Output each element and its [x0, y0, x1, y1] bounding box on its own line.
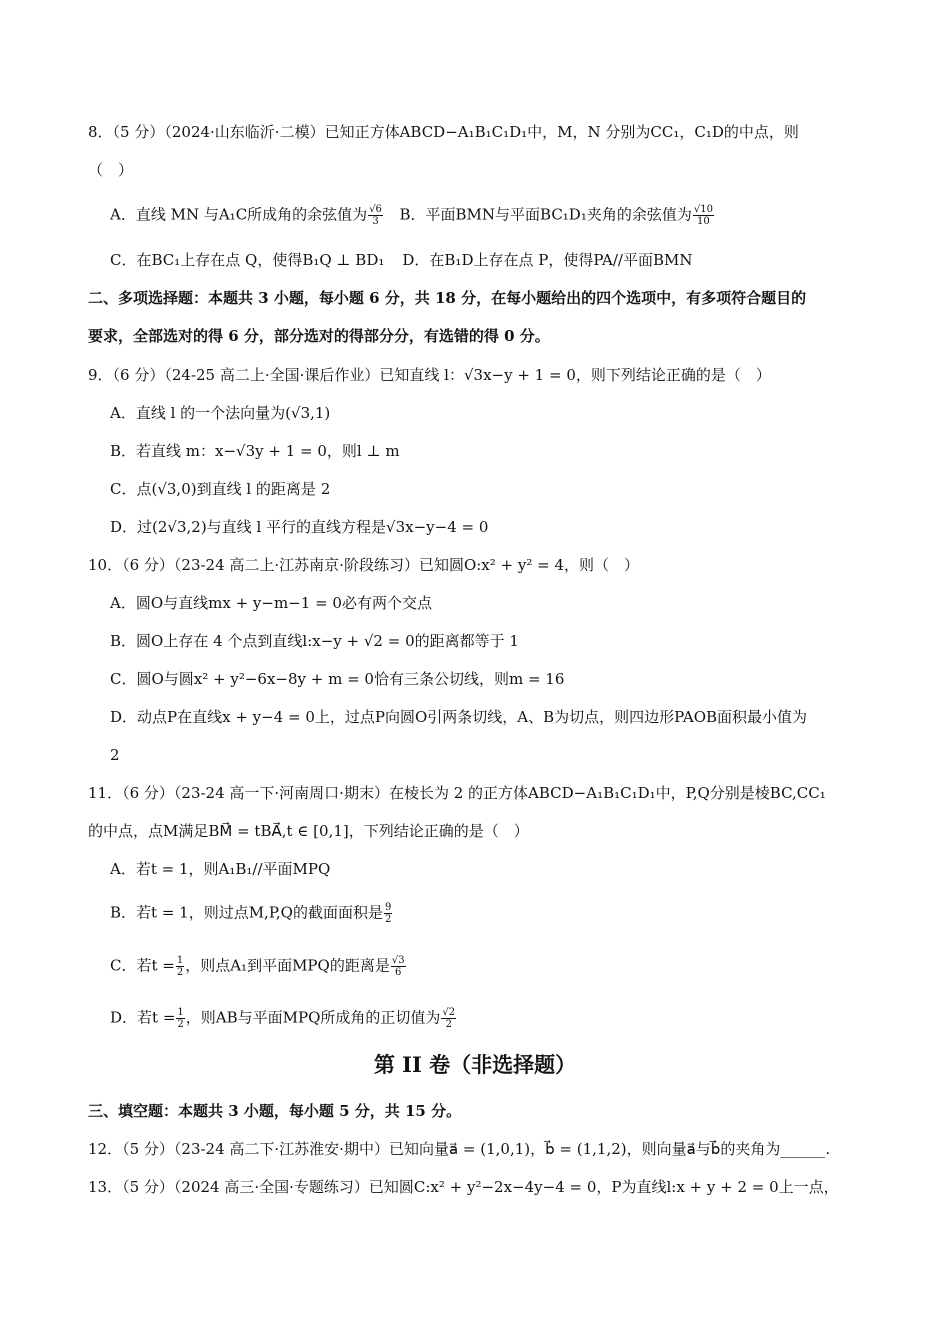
fraction: $\frac{√10}{10}$ [693, 204, 713, 227]
q12-stem: 12．（5 分）（23-24 高二下·江苏淮安·期中）已知向量a⃗ = (1,0,1)，b⃗ = (1,1,2)，则向量a⃗与b⃗的夹角为______. [88, 1140, 831, 1158]
q8-option-ab [110, 204, 715, 227]
q11-stem-cont: 的中点，点M满足BM⃗ = tBA⃗,t ∈ [0,1]，下列结论正确的是（ ） [88, 822, 529, 840]
fraction: $\frac{√6}{3}$ [369, 204, 382, 227]
fraction: $\frac{1}{2}$ [177, 1007, 184, 1030]
q8-option-c: C．在BC₁上存在点 Q，使得B₁Q ⊥ BD₁ [110, 251, 385, 269]
q10-option-a: A．圆O与直线mx + y−m−1 = 0必有两个交点 [110, 594, 432, 612]
fraction: $\frac{1}{2}$ [176, 955, 184, 978]
q11-option-d: D．若t = $\frac{1}{2}$ ，则AB与平面MPQ所成角的正切值为 $\frac{√2}{2}$ [110, 1007, 456, 1030]
q10-option-d: D．动点P在直线x + y−4 = 0上，过点P向圆O引两条切线，A、B为切点，则四边形PAOB面积最小值为 [110, 708, 808, 726]
q8-option-b: B．平面BMN与平面BC₁D₁夹角的余弦值为 [399, 205, 692, 224]
q11-option-a: A．若t = 1，则A₁B₁//平面MPQ [110, 860, 331, 878]
q10-stem: 10．（6 分）（23-24 高二上·江苏南京·阶段练习）已知圆O:x² + y² = 4，则（ ） [88, 556, 640, 574]
q8-stem: 8．（5 分）（2024·山东临沂·二模）已知正方体ABCD−A₁B₁C₁D₁中，M，N 分别为CC₁，C₁D的中点，则 [88, 123, 799, 141]
q9-stem: 9．（6 分）（24-25 高二上·全国·课后作业）已知直线 l：√3x−y + 1 = 0，则下列结论正确的是（ ） [88, 366, 771, 384]
q10-option-c: C．圆O与圆x² + y²−6x−8y + m = 0恰有三条公切线，则m = 16 [110, 670, 565, 688]
fraction: $\frac{√3}{6}$ [391, 955, 405, 978]
q10-option-d-cont: 2 [110, 746, 120, 764]
q11-stem: 11．（6 分）（23-24 高一下·河南周口·期末）在棱长为 2 的正方体ABCD−A₁B₁C₁D₁中，P,Q分别是棱BC,CC₁ [88, 784, 826, 802]
q8-stem-paren: （ ） [88, 161, 134, 179]
fraction: $\frac{9}{2}$ [384, 902, 392, 925]
section2-heading-cont: 要求，全部选对的得 6 分，部分选对的得部分分，有选错的得 0 分。 [88, 327, 550, 345]
q9-option-a: A．直线 l 的一个法向量为(√3,1) [110, 404, 331, 422]
q11-option-b: B．若t = 1，则过点M,P,Q的截面面积是 $\frac{9}{2}$ [110, 902, 392, 925]
section2-heading: 二、多项选择题：本题共 3 小题，每小题 6 分，共 18 分，在每小题给出的四个选项中，有多项符合题目的 [88, 289, 807, 307]
q9-option-d: D．过(2√3,2)与直线 l 平行的直线方程是√3x−y−4 = 0 [110, 518, 489, 536]
q11-option-c: C．若t = $\frac{1}{2}$ ，则点A₁到平面MPQ的距离是 $\frac{√3}{6}$ [110, 955, 405, 978]
q9-option-c: C．点(√3,0)到直线 l 的距离是 2 [110, 480, 331, 498]
section3-heading: 三、填空题：本题共 3 小题，每小题 5 分，共 15 分。 [88, 1102, 462, 1120]
q13-stem: 13．（5 分）（2024 高三·全国·专题练习）已知圆C:x² + y²−2x−4y−4 = 0，P为直线l:x + y + 2 = 0上一点， [88, 1178, 839, 1196]
q9-option-b: B．若直线 m：x−√3y + 1 = 0，则l ⊥ m [110, 442, 400, 460]
part2-title: 第 II 卷（非选择题） [373, 1052, 577, 1077]
q10-option-b: B．圆O上存在 4 个点到直线l:x−y + √2 = 0的距离都等于 1 [110, 632, 519, 650]
q8-option-a: A．直线 MN 与A₁C所成角的余弦值为 [110, 205, 368, 224]
fraction: $\frac{√2}{2}$ [442, 1007, 456, 1030]
q8-option-d: D．在B₁D上存在点 P，使得PA//平面BMN [402, 251, 693, 269]
q8-option-cd [110, 250, 693, 270]
